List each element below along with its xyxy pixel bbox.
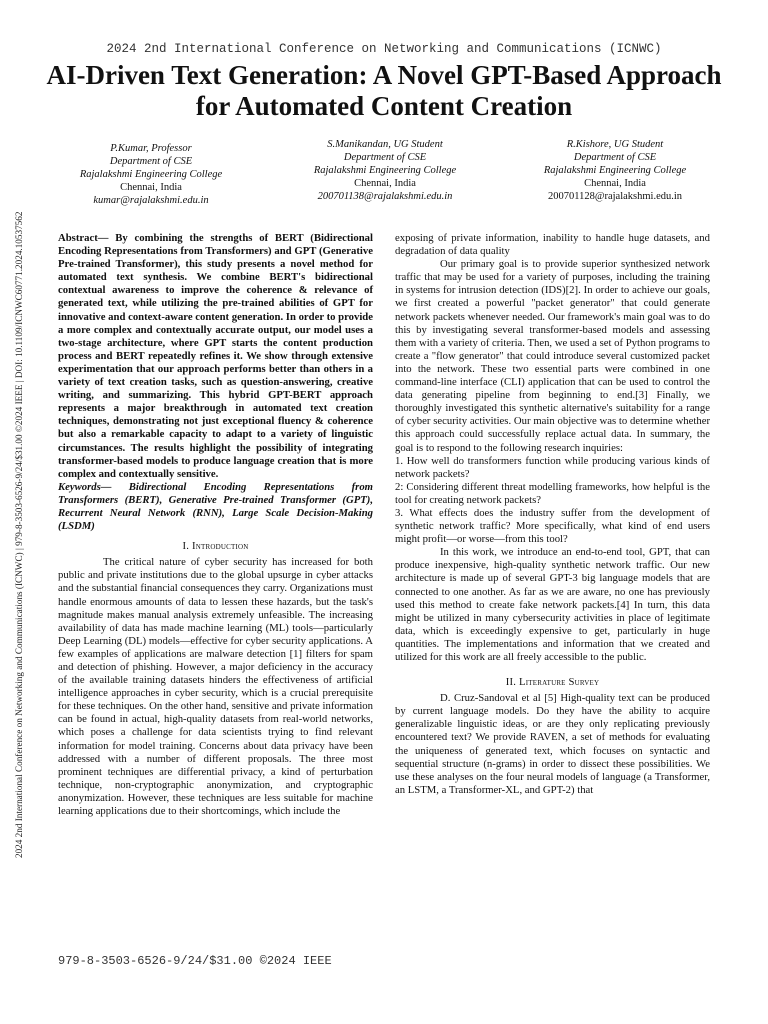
author-email[interactable]: 200701128@rajalakshmi.edu.in xyxy=(547,191,683,202)
author-college: Rajalakshmi Engineering College xyxy=(543,165,687,176)
section-heading-literature-survey: II. Literature Survey xyxy=(505,676,600,689)
copyright-footer: 979-8-3503-6526-9/24/$31.00 ©2024 IEEE xyxy=(58,954,332,968)
author-dept: Department of CSE xyxy=(343,152,427,163)
abstract: Abstract— By combining the strengths of BERT (Bidirectional Encoding Representations from Transformers) and GPT (Generative Pre-trained Transformer), this study presents a novel method for automated text synthesis. We combine BERT's bidirectional contextual awareness to improve the coherence & relevance of generated text, while utilizing the pre-trained abilities of GPT for innovative and context-aware content generation. In order to provide a more complex and contextually accurate output, our model uses a two-stage architecture, where GPT starts the content production process and BERT repeatedly refines it. We show through extensive experimentation that our approach performs better than others in a variety of text creation tasks, such as question-answering, creative writing, and summarizing. This hybrid GPT-BERT approach represents a major breakthrough in automated text creation techniques, demonstrating not just exceptional fluency & coherence but also a remarkable capacity to adapt to a variety of linguistic circumstances. The results highlight the possibility of integrating transformer-based models to produce language creation that is more complex and contextually sensitive. xyxy=(58,232,373,480)
author-email[interactable]: 200701138@rajalakshmi.edu.in xyxy=(317,191,453,202)
author-city: Chennai, India xyxy=(120,182,182,193)
keywords: Keywords— Bidirectional Encoding Representations from Transformers (BERT), Generative Pre-trained Transformer (GPT), Recurrent Neural Network (RNN), Large Scale Decision-Making (LSDM) xyxy=(58,480,373,533)
body-paragraph: Our primary goal is to provide superior synthesized network traffic that may be used for a variety of purposes, including the training in systems for intrusion detection (IDS)[2]. In order to achieve our goals, we first created a powerful "packet generator" that could generate network packets whenever needed. Our framework's main goal was to do this by investigating several transformer-based models and assessing them with a variety of criteria. Then, we used a set of Python programs to create a "flow generator" that could introduce several customized packet into the network. These two essential parts were combined in one command-line interface (CLI) application that can be used to control the data generating pipeline from beginning to end.[3] Finally, we thoroughly investigated this synthetic alternative's suitability for a range of cyber security activities. Our main objective was to determine whether this approach could successfully replace actual data. In summary, the goal is to respond to the following research inquiries: xyxy=(395,258,710,454)
body-paragraph: exposing of private information, inability to handle huge datasets, and degradation of data quality xyxy=(395,232,710,258)
doi-sidebar: 2024 2nd International Conference on Networking and Communications (ICNWC) | 979-8-3503-6526-9/24/$31.00 ©2024 IEEE | DOI: 10.1109/ICNWC60771.2024.10537562 xyxy=(14,211,24,858)
introduction-paragraph: The critical nature of cyber security has increased for both public and private institutions due to the global upsurge in cyber attacks and the substantial financial consequences they carry. Organizations must handle enormous amounts of data to lessen these hazards, but the task's magnitude makes manual analysis extremely unfeasible. The increasing availability of data has made machine learning (ML) tools—particularly Deep Learning (DL) models—effective for cyber security applications. A few examples of applications are malware detection [1] filters for spam and detection of phishing. However, a major deficiency in the accuracy of the available training datasets hinders the effectiveness of artificial intelligence approaches in cyber security, which is a crucial prerequisite for these techniques. On the other hand, sensitive and private information can be found in actual, high-quality datasets from real-world networks, which poses a challenge for data scientists trying to find relevant information for model training. Concerns about data privacy have been addressed with a number of different proposals. The three most prominent techniques are differential privacy, a kind of perturbation technique, non-cryptographic anonymization, and cryptographic anonymization. However, these techniques are less suitable for machine learning applications due to their shortcomings, which include the xyxy=(58,556,373,818)
body-paragraph: In this work, we introduce an end-to-end tool, GPT, that can produce inexpensive, high-quality synthetic network traffic. Our new architecture is made up of several GPT-3 big language models that are connected to one another. As far as we are aware, no one has previously used this method to create fake network packets.[4] In turn, this data might be utilized in many cybersecurity activities in place of legitimate data, which is exceedingly expensive to get, particularly in huge quantities. The implementations and information that we created and utilized for this work are all freely accessible to the public. xyxy=(395,546,710,663)
author-city: Chennai, India xyxy=(584,178,646,189)
author-dept: Department of CSE xyxy=(573,152,657,163)
author-dept: Department of CSE xyxy=(109,156,193,167)
author-2 xyxy=(280,138,490,203)
paper-title: AI-Driven Text Generation: A Novel GPT-Based Approach for Automated Content Creation xyxy=(46,60,722,121)
author-block xyxy=(0,140,768,210)
research-question-2: 2: Considering different threat modelling frameworks, how helpful is the tool for creating network packets? xyxy=(395,480,710,506)
literature-paragraph: D. Cruz-Sandoval et al [5] High-quality text can be produced by current language models. Do they have the ability to acquire generalizable linguistic ideas, or are they only replicating previously encountered text? We provide RAVEN, a set of methods for evaluating the uniqueness of generated text, which focuses on syntactic and sequential structure (n-grams) in order to dissect these possibilities. We use these analyses on the four neural models of language (a Transformer, an LSTM, a Transformer-XL, and GPT-2) that xyxy=(395,692,710,796)
author-college: Rajalakshmi Engineering College xyxy=(313,165,457,176)
author-3 xyxy=(510,138,720,203)
author-city: Chennai, India xyxy=(354,178,416,189)
left-column xyxy=(58,232,373,818)
conference-header: 2024 2nd International Conference on Networking and Communications (ICNWC) xyxy=(106,42,662,56)
author-name: S.Manikandan, UG Student xyxy=(327,139,443,150)
research-question-1: 1. How well do transformers function while producing various kinds of network packets? xyxy=(395,454,710,480)
author-name: R.Kishore, UG Student xyxy=(566,139,664,150)
author-email[interactable]: kumar@rajalakshmi.edu.in xyxy=(93,195,209,206)
author-college: Rajalakshmi Engineering College xyxy=(79,169,223,180)
section-heading-introduction: I. Introduction xyxy=(182,540,249,553)
research-question-3: 3. What effects does the industry suffer from the development of synthetic network traffic? More specifically, what kind of end users might profit—or worse—from this tool? xyxy=(395,506,710,546)
author-name: P.Kumar, Professor xyxy=(110,143,192,154)
author-1 xyxy=(46,142,256,207)
right-column xyxy=(395,232,710,797)
